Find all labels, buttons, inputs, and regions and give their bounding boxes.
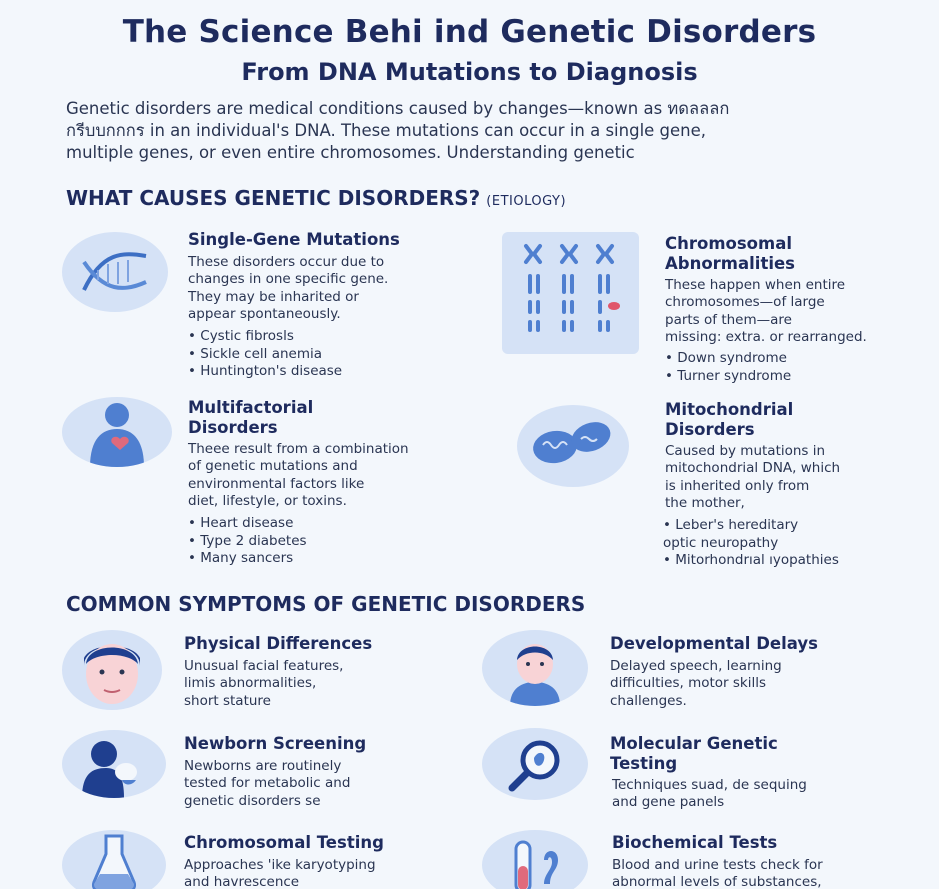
card-title-line: Single-Gene Mutations [188, 230, 400, 249]
magnifier-icon [482, 728, 588, 800]
list-item: • Heart disease [188, 515, 307, 533]
causes-heading-text: WHAT CAUSES GENETIC DISORDERS? [66, 186, 481, 210]
card-text-line: These happen when entire [665, 277, 846, 293]
list-item: • Cystic fibrosls [188, 328, 342, 346]
flask-icon [62, 830, 166, 889]
card-title-line: Abnormalities [665, 254, 795, 273]
card-title-molecular [610, 734, 778, 774]
card-title-line: Biochemical Tests [612, 833, 778, 852]
bullet-list-multifactorial [188, 515, 307, 568]
card-text-line: changes in one specific gene. [188, 271, 389, 288]
test-tube-icon [482, 830, 588, 889]
list-item: • Sickle cell anemia [188, 346, 342, 364]
causes-heading [66, 186, 566, 210]
bullet-list-mitochondrial [663, 517, 839, 570]
card-title-line: Multifactorial [188, 398, 314, 417]
card-text-line: Techniques suad, de sequing [612, 777, 807, 793]
list-item: • Down syndrome [665, 350, 791, 368]
card-title-newborn [184, 734, 366, 754]
card-text-line: Theee result from a combination [188, 441, 409, 457]
card-text-line: appear spontaneously. [188, 305, 341, 322]
person-heart-icon [62, 397, 172, 467]
card-title-physical [184, 634, 372, 654]
child-icon [482, 630, 588, 706]
card-text-line: environmental factors like [188, 475, 365, 492]
page-subtitle: From DNA Mutations to Diagnosis [241, 58, 698, 86]
card-text-line: limis abnormalities, [184, 675, 317, 692]
card-title-line: Physical Differences [184, 634, 373, 653]
karyotype-icon [502, 232, 639, 354]
card-title-chromosomal-testing [184, 833, 384, 853]
causes-heading-suffix: (ETIOLOGY) [486, 194, 567, 209]
card-title-line: Chromosomal [665, 234, 792, 253]
card-title-line: Disorders [665, 420, 755, 439]
mitochondria-icon [517, 405, 629, 487]
card-text-line: tested for metabolic and [184, 775, 351, 792]
card-text-newborn [184, 758, 350, 810]
list-item: • Leber's hereditary [663, 517, 839, 535]
card-text-line: challenges. [610, 692, 687, 709]
card-text-physical [184, 658, 343, 710]
card-text-molecular [612, 777, 807, 812]
card-text-line: Caused by mutations in [665, 443, 826, 459]
card-title-multifactorial [188, 398, 313, 438]
card-text-line: Newborns are routinely [184, 758, 342, 774]
card-text-line: These disorders occur due to [188, 254, 385, 270]
intro-line: multiple genes, or even entire chromosomes. Understanding genetic [66, 143, 635, 162]
card-title-line: Newborn Screening [184, 734, 367, 753]
card-text-chromosomal-testing [184, 857, 376, 889]
card-text-line: diet, lifestyle, or toxins. [188, 492, 347, 509]
list-item: • Type 2 diabetes [188, 533, 307, 551]
bullet-list-single-gene [188, 328, 342, 381]
card-text-line: the mother, [665, 494, 745, 511]
card-text-line: mitochondrial DNA, which [665, 460, 841, 477]
list-item: • Turner syndrome [665, 368, 791, 386]
list-item: • Huntington's disease [188, 363, 342, 381]
card-title-line: Developmental Delays [610, 634, 818, 653]
list-item: • Mitorhondrıal ıyopathies [663, 552, 839, 570]
intro-paragraph [66, 98, 896, 164]
card-title-line: Chromosomal Testing [184, 833, 384, 852]
card-text-line: missing: extra. or rearranged. [665, 328, 867, 345]
face-icon [62, 630, 162, 710]
card-text-line: difficulties, motor skills [610, 675, 767, 692]
list-item: • Many sancers [188, 550, 307, 568]
card-text-line: Approaches 'ike karyotyping [184, 857, 376, 873]
card-text-mitochondrial [665, 443, 840, 512]
card-text-line: genetic disorders se [184, 792, 321, 809]
card-text-developmental [610, 658, 782, 710]
card-text-line: abnormal levels of substances, [612, 874, 822, 889]
card-text-line: of genetic mutations and [188, 458, 358, 475]
card-title-line: Disorders [188, 418, 278, 437]
card-text-line: Blood and urine tests check for [612, 857, 823, 873]
intro-line: Genetic disorders are medical conditions caused by changes—known as ทดลลลก [66, 99, 730, 118]
card-text-line: parts of them—are [665, 311, 792, 328]
card-text-line: chromosomes—of large [665, 294, 825, 311]
card-title-chromosomal [665, 234, 795, 274]
card-title-line: Mitochondrial [665, 400, 794, 419]
card-text-multifactorial [188, 441, 409, 510]
card-text-line: and havrescence [184, 874, 300, 889]
list-item: optic neuropathy [663, 534, 779, 551]
card-text-line: They may be inharited or [188, 288, 359, 305]
card-title-biochemical [612, 833, 777, 853]
card-title-single-gene [188, 230, 400, 250]
card-text-line: Delayed speech, learning [610, 658, 782, 674]
bullet-list-chromosomal [665, 350, 791, 385]
intro-line: กรีบบกกกร in an individual's DNA. These mutations can occur in a single gene, [66, 121, 707, 140]
card-title-line: Testing [610, 754, 678, 773]
card-text-line: and gene panels [612, 794, 725, 811]
card-text-line: Unusual facial features, [184, 658, 344, 674]
newborn-icon [62, 730, 166, 798]
card-title-developmental [610, 634, 818, 654]
dna-helix-icon [62, 232, 168, 312]
page-title: The Science Behi ind Genetic Disorders [122, 14, 817, 50]
card-title-mitochondrial [665, 400, 793, 440]
card-title-line: Molecular Genetic [610, 734, 778, 753]
card-text-chromosomal [665, 277, 867, 346]
card-text-biochemical [612, 857, 823, 889]
card-text-line: is inherited only from [665, 477, 810, 494]
card-text-single-gene [188, 254, 388, 323]
symptoms-heading: COMMON SYMPTOMS OF GENETIC DISORDERS [66, 592, 586, 616]
card-text-line: short stature [184, 692, 271, 709]
